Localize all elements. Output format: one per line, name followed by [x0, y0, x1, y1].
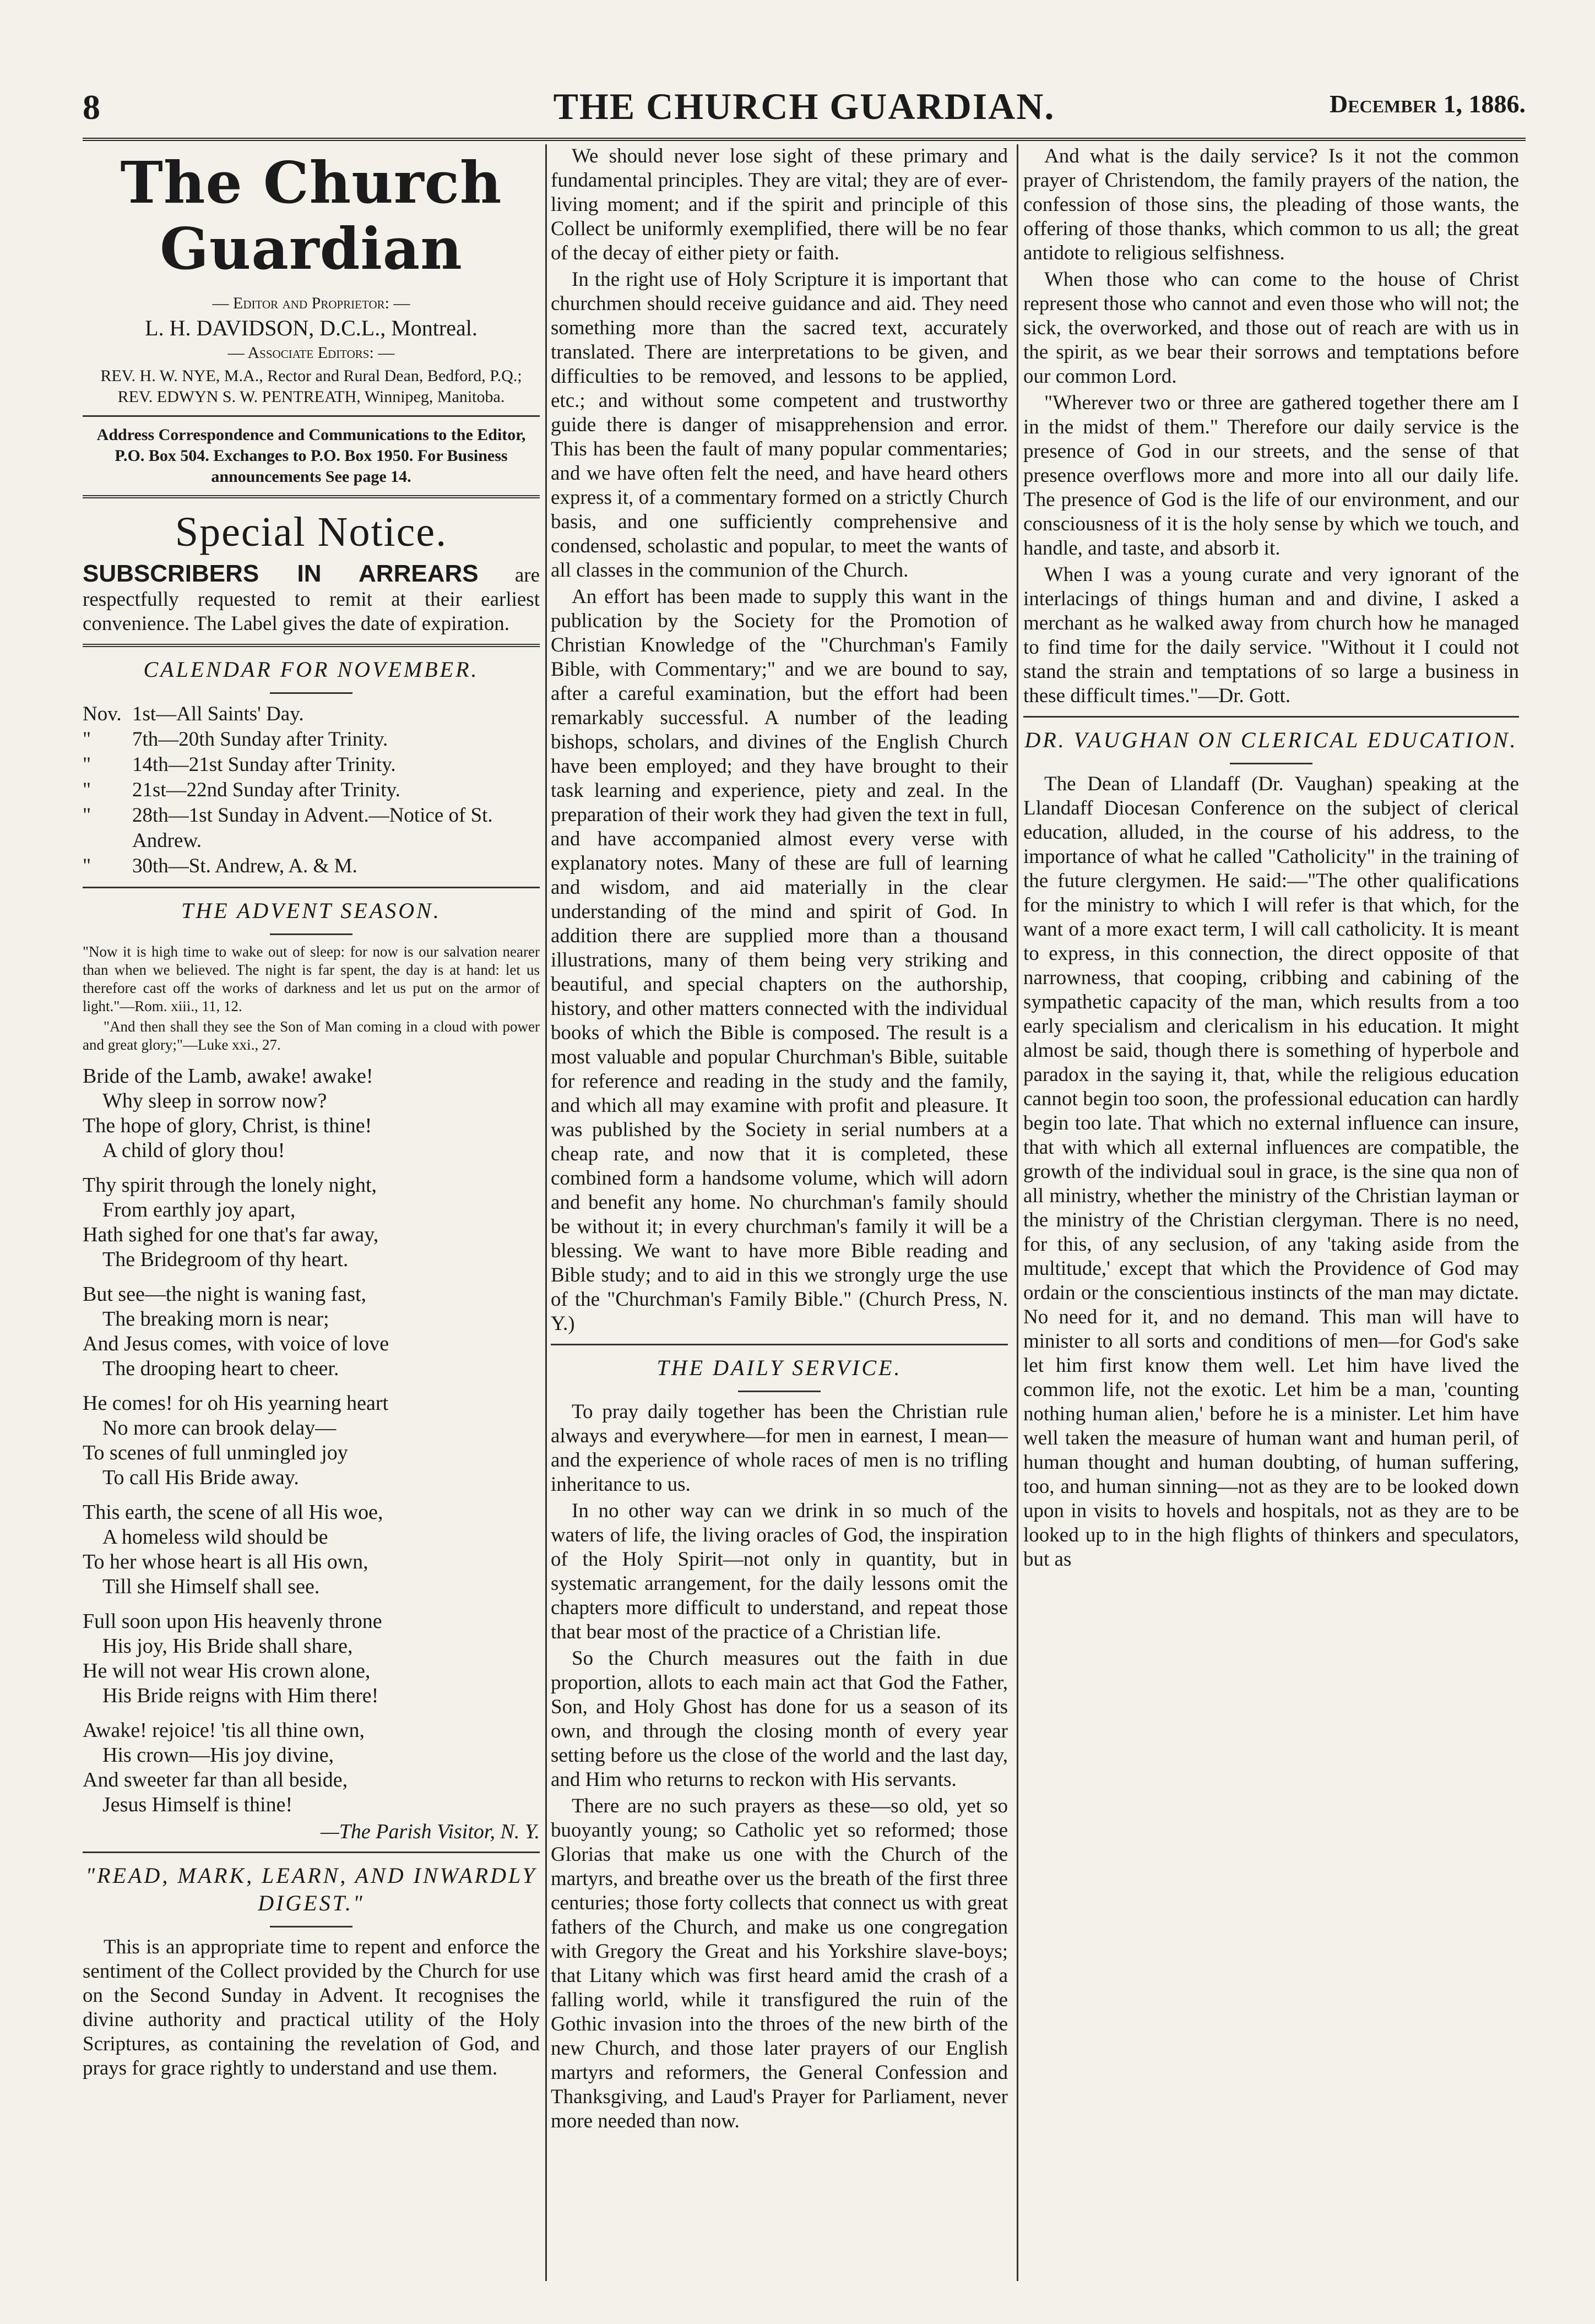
- calendar-entry: 14th—21st Sunday after Trinity.: [132, 753, 396, 776]
- calendar-mark: ": [83, 804, 91, 827]
- divider: [83, 887, 540, 888]
- poem-stanza: [83, 1282, 540, 1381]
- calendar-row: [83, 752, 540, 778]
- divider: [1023, 716, 1519, 718]
- calendar-entry: 21st—22nd Sunday after Trinity.: [132, 779, 400, 801]
- column-2: [551, 144, 1008, 2281]
- poem-line: The Bridegroom of thy heart.: [102, 1248, 349, 1271]
- poem-line: This earth, the scene of all His woe,: [83, 1501, 383, 1524]
- daily-service-heading: THE DAILY SERVICE.: [657, 1355, 902, 1380]
- poem-line: No more can brook delay—: [102, 1416, 337, 1440]
- poem-line: Bride of the Lamb, awake! awake!: [83, 1065, 373, 1088]
- poem-line: To call His Bride away.: [102, 1466, 299, 1489]
- paragraph: So the Church measures out the faith in due proportion, allots to each main act that God the Father, Son, and Holy Ghost has done for us a season of its own, and through the closing month of every year setting before us the close of the world and the last day, and Him who returns to reckon with His servants.: [551, 1647, 1008, 1791]
- poem-line: The breaking morn is near;: [102, 1307, 329, 1331]
- calendar-mark: Nov.: [83, 703, 122, 725]
- divider: [551, 1344, 1008, 1345]
- poem-line: The drooping heart to cheer.: [102, 1357, 339, 1380]
- page-number: 8: [83, 88, 100, 127]
- calendar-mark: ": [83, 779, 91, 801]
- divider: [270, 933, 352, 935]
- poem-line: And sweeter far than all beside,: [83, 1768, 348, 1791]
- running-head: [83, 82, 1526, 134]
- special-notice-heading: Special Notice.: [175, 509, 448, 555]
- divider: [1230, 763, 1312, 764]
- paragraph: The Dean of Llandaff (Dr. Vaughan) speaking at the Llandaff Diocesan Conference on the subject of clerical education, alluded, in the course of his address, to the importance of what he called "Catholicity" in the training of the future clergymen. He said:—"The other qualifications for the ministry to which I will refer is that which, for the want of a more exact term, I will call catholicity. It is meant to express, in this connection, the direct opposite of that narrowness, that cooping, cribbing and cabining of the sympathetic capacity of the man, which results from a too early specialism and clericalism in his education. It might almost be said, though there is something of hyperbole and paradox in the saying it, that, while the religious education cannot begin too soon, the professional education can hardly begin too late. That which no external influence can insure, that with which all external influences are compatible, the growth of the individual soul in grace, is the sine qua non of all ministry, whether the ministry of the Christian layman or the ministry of the Christian clergyman. There is no need, for this, of any seclusion, of any 'taking aside from the multitude,' except that which the Providence of God may ordain or the conscientious instincts of the man may dictate. No need for it, and no demand. This man will have to minister to all sorts and conditions of men—for God's sake let him first know them well. Let him have lived the common life, not the exotic. Let him be a man, 'counting nothing human alien,' before he is a minister. Let him have well taken the measure of human want and human peril, of human thought and human doubting, of human suffering, too, and human sinning—not as they are to be looked down upon in visits to hovels and hospitals, not as they are to be looked up to in the high flights of thinkers and speculators, but as: [1023, 773, 1519, 1571]
- calendar-row: [83, 854, 540, 879]
- poem-line: He comes! for oh His yearning heart: [83, 1392, 389, 1415]
- poem-line: Why sleep in sorrow now?: [102, 1089, 327, 1112]
- poem-line: Thy spirit through the lonely night,: [83, 1174, 377, 1197]
- advent-heading: THE ADVENT SEASON.: [181, 898, 441, 923]
- divider: [738, 1391, 821, 1392]
- poem-stanza: [83, 1391, 540, 1490]
- advent-poem: [83, 1064, 540, 1817]
- calendar-entry: 30th—St. Andrew, A. & M.: [132, 855, 357, 877]
- notice-text: are respectfully requested to remit at their earliest convenience. The Label gives the date of expiration.: [83, 564, 540, 635]
- associates-label: — Associate Editors: —: [227, 344, 395, 362]
- calendar-heading: CALENDAR FOR NOVEMBER.: [143, 657, 479, 682]
- poem-stanza: [83, 1064, 540, 1163]
- special-notice-body: [83, 562, 540, 636]
- poem-stanza: [83, 1173, 540, 1272]
- issue-date: December 1, 1886.: [1329, 90, 1526, 118]
- calendar-row: [83, 702, 540, 727]
- poem-line: Hath sighed for one that's far away,: [83, 1223, 379, 1246]
- poem-line: Till she Himself shall see.: [102, 1575, 320, 1598]
- paragraph: To pray daily together has been the Christian rule always and everywhere—for men in earnest, I mean—and the experience of whole races of men is no trifling inheritance to us.: [551, 1400, 1008, 1496]
- header-rule: [83, 138, 1526, 141]
- paragraph: In the right use of Holy Scripture it is important that churchmen should receive guidance and aid. They need something more than the sacred text, accurately translated. There are interpretations to be given, and difficulties to be removed, and lessons to be applied, etc.; and without some competent and trustworthy guide there is danger of misapprehension and error. This has been the fault of many popular commentaries; and we have often felt the need, and have heard others express it, of a commentary formed on a strictly Church basis, and one sufficiently comprehensive and condensed, scholastic and popular, to meet the wants of all classes in the communion of the Church.: [551, 268, 1008, 582]
- divider: [83, 415, 540, 417]
- poem-line: His Bride reigns with Him there!: [102, 1684, 379, 1707]
- column-divider: [1017, 144, 1018, 2281]
- poem-line: Awake! rejoice! 'tis all thine own,: [83, 1719, 365, 1742]
- editor-label: — Editor and Proprietor: —: [212, 294, 410, 312]
- newspaper-title: THE CHURCH GUARDIAN.: [553, 85, 1055, 127]
- divider: [270, 692, 352, 694]
- poem-line: The hope of glory, Christ, is thine!: [83, 1114, 372, 1137]
- poem-stanza: [83, 1718, 540, 1817]
- paragraph: And what is the daily service? Is it not the common prayer of Christendom, the family prayers of the nation, the confession of those sins, the pleading of those wants, the offering of those thanks, which common to us all; the great antidote to religious selfishness.: [1023, 145, 1519, 264]
- advent-epigraph: "And then shall they see the Son of Man coming in a cloud with power and great glory;"—Luke xxi., 27.: [83, 1018, 540, 1053]
- paragraph: In no other way can we drink in so much of the waters of life, the living oracles of God, the inspiration of the Holy Spirit—not only in quantity, but in systematic arrangement, for the daily lessons omit the chapters more difficult to understand, and repeat those that bear most of the practice of a Christian life.: [551, 1500, 1008, 1643]
- paragraph: When those who can come to the house of Christ represent those who cannot and even those who will not; the sick, the overworked, and those out of reach are with us in the spirit, as we bear their sorrows and temptations before our common Lord.: [1023, 268, 1519, 388]
- poem-line: A child of glory thou!: [102, 1139, 285, 1162]
- advent-epigraph: "Now it is high time to wake out of sleep: for now is our salvation nearer than when we believed. The night is far spent, the day is at hand: let us therefore cast off the works of darkness and let us put on the armor of light."—Rom. xiii., 11, 12.: [83, 943, 540, 1014]
- poem-stanza: [83, 1609, 540, 1708]
- divider: [83, 1851, 540, 1853]
- paragraph: "Wherever two or three are gathered together there am I in the midst of them." Therefore our daily service is the presence of God in our streets, and the sense of that presence overflows more and more into all our daily life. The presence of God is the life of our environment, and our consciousness of it is the holy sense by which we touch, and handle, and taste, and absorb it.: [1023, 392, 1519, 560]
- subscribers-lead: SUBSCRIBERS IN ARREARS: [83, 560, 479, 587]
- poem-line: He will not wear His crown alone,: [83, 1659, 371, 1682]
- associate-editors: REV. H. W. NYE, M.A., Rector and Rural Dean, Bedford, P.Q.; REV. EDWYN S. W. PENTREATH, Winnipeg, Manitoba.: [100, 367, 522, 406]
- poem-line: A homeless wild should be: [102, 1525, 328, 1549]
- calendar-mark: ": [83, 728, 91, 751]
- calendar-row: [83, 803, 540, 854]
- paragraph: When I was a young curate and very ignorant of the interlacings of things human and and divine, I asked a merchant as he walked away from church how he managed to find time for the daily service. "Without it I could not stand the strain and temptations of so large a business in these difficult times."—Dr. Gott.: [1023, 563, 1519, 707]
- poem-line: To her whose heart is all His own,: [83, 1550, 368, 1573]
- calendar-entry: 28th—1st Sunday in Advent.—Notice of St. Andrew.: [132, 804, 493, 852]
- column-1: [83, 144, 540, 2281]
- calendar-mark: ": [83, 753, 91, 776]
- vaughan-heading: DR. VAUGHAN ON CLERICAL EDUCATION.: [1024, 727, 1518, 752]
- address-notice: Address Correspondence and Communications to the Editor, P.O. Box 504. Exchanges to P.O. Box 1950. For Business announcements See page 14.: [96, 426, 526, 486]
- poem-line: From earthly joy apart,: [102, 1198, 296, 1221]
- calendar-table: [83, 702, 540, 879]
- calendar-row: [83, 727, 540, 752]
- masthead-title: The Church Guardian: [120, 149, 502, 283]
- paragraph: This is an appropriate time to repent and enforce the sentiment of the Collect provided by the Church for use on the Second Sunday in Advent. It recognises the divine authority and practical utility of the Holy Scriptures, as containing the revelation of God, and prays for grace rightly to understand and use them.: [83, 1936, 540, 2079]
- calendar-entry: 7th—20th Sunday after Trinity.: [132, 728, 388, 751]
- divider: [270, 1926, 352, 1927]
- poem-stanza: [83, 1500, 540, 1599]
- poem-line: Full soon upon His heavenly throne: [83, 1610, 382, 1633]
- editor-name: L. H. DAVIDSON, D.C.L., Montreal.: [145, 316, 478, 340]
- calendar-entry: 1st—All Saints' Day.: [132, 703, 304, 725]
- calendar-mark: ": [83, 855, 91, 877]
- poem-line: Jesus Himself is thine!: [102, 1793, 293, 1816]
- poem-line: To scenes of full unmingled joy: [83, 1441, 348, 1464]
- poem-line: And Jesus comes, with voice of love: [83, 1332, 389, 1355]
- divider: [83, 495, 540, 498]
- poem-attribution: —The Parish Visitor, N. Y.: [320, 1820, 540, 1843]
- column-divider: [545, 144, 547, 2281]
- poem-line: His joy, His Bride shall share,: [102, 1635, 353, 1658]
- paragraph: An effort has been made to supply this want in the publication by the Society for the Promotion of Christian Knowledge of the "Churchman's Family Bible, with Commentary;" and we are bound to say, after a careful examination, but the effort had been remarkably successful. A number of the leading bishops, scholars, and divines of the English Church have been employed; and they have brought to their task learning and experience, piety and zeal. In the preparation of their work they had given the text in full, and have accompanied almost every verse with explanatory notes. Many of these are full of learning and wisdom, and aid materially in the clear understanding of the mind and spirit of God. In addition there are supplied more than a thousand illustrations, many of them being very striking and beautiful, and special chapters on the authorship, history, and other matters connected with the individual books of which the Bible is composed. The result is a most valuable and popular Churchman's Bible, suitable for reference and reading in the study and the family, and which all may examine with profit and pleasure. It was published by the Society in serial numbers at a cheap rate, and now that it is completed, these combined form a handsome volume, which will adorn and benefit any home. No churchman's family should be without it; in every churchman's family it will be a blessing. We want to have more Bible reading and Bible study; and to aid in this we strongly urge the use of the "Churchman's Family Bible." (Church Press, N. Y.): [551, 585, 1008, 1335]
- paragraph: There are no such prayers as these—so old, yet so buoyantly young; so Catholic yet so reformed; those Glorias that make us one with the Church of the martyrs, and breathe over us the breath of the first three centuries; those forty collects that connect us with great fathers of the Church, and make us one congregation with Gregory the Great and his Yorkshire slave-boys; that Litany which was first heard amid the crash of a falling world, while it transfigured the ruin of the Gothic invasion into the throes of the new birth of the new Church, and those later prayers of our English martyrs and reformers, the General Confession and Thanksgiving, and Laud's Prayer for Parliament, never more needed than now.: [551, 1795, 1008, 2132]
- poem-line: His crown—His joy divine,: [102, 1744, 334, 1767]
- divider: [83, 644, 540, 647]
- calendar-row: [83, 778, 540, 803]
- poem-line: But see—the night is waning fast,: [83, 1283, 367, 1306]
- column-3: [1023, 144, 1519, 2281]
- paragraph: We should never lose sight of these primary and fundamental principles. They are vital; they are of ever-living moment; and if the spirit and principle of this Collect be uniformly exemplified, there will be no fear of the decay of either piety or faith.: [551, 145, 1008, 264]
- read-mark-heading: "READ, MARK, LEARN, AND INWARDLY DIGEST.": [85, 1863, 537, 1915]
